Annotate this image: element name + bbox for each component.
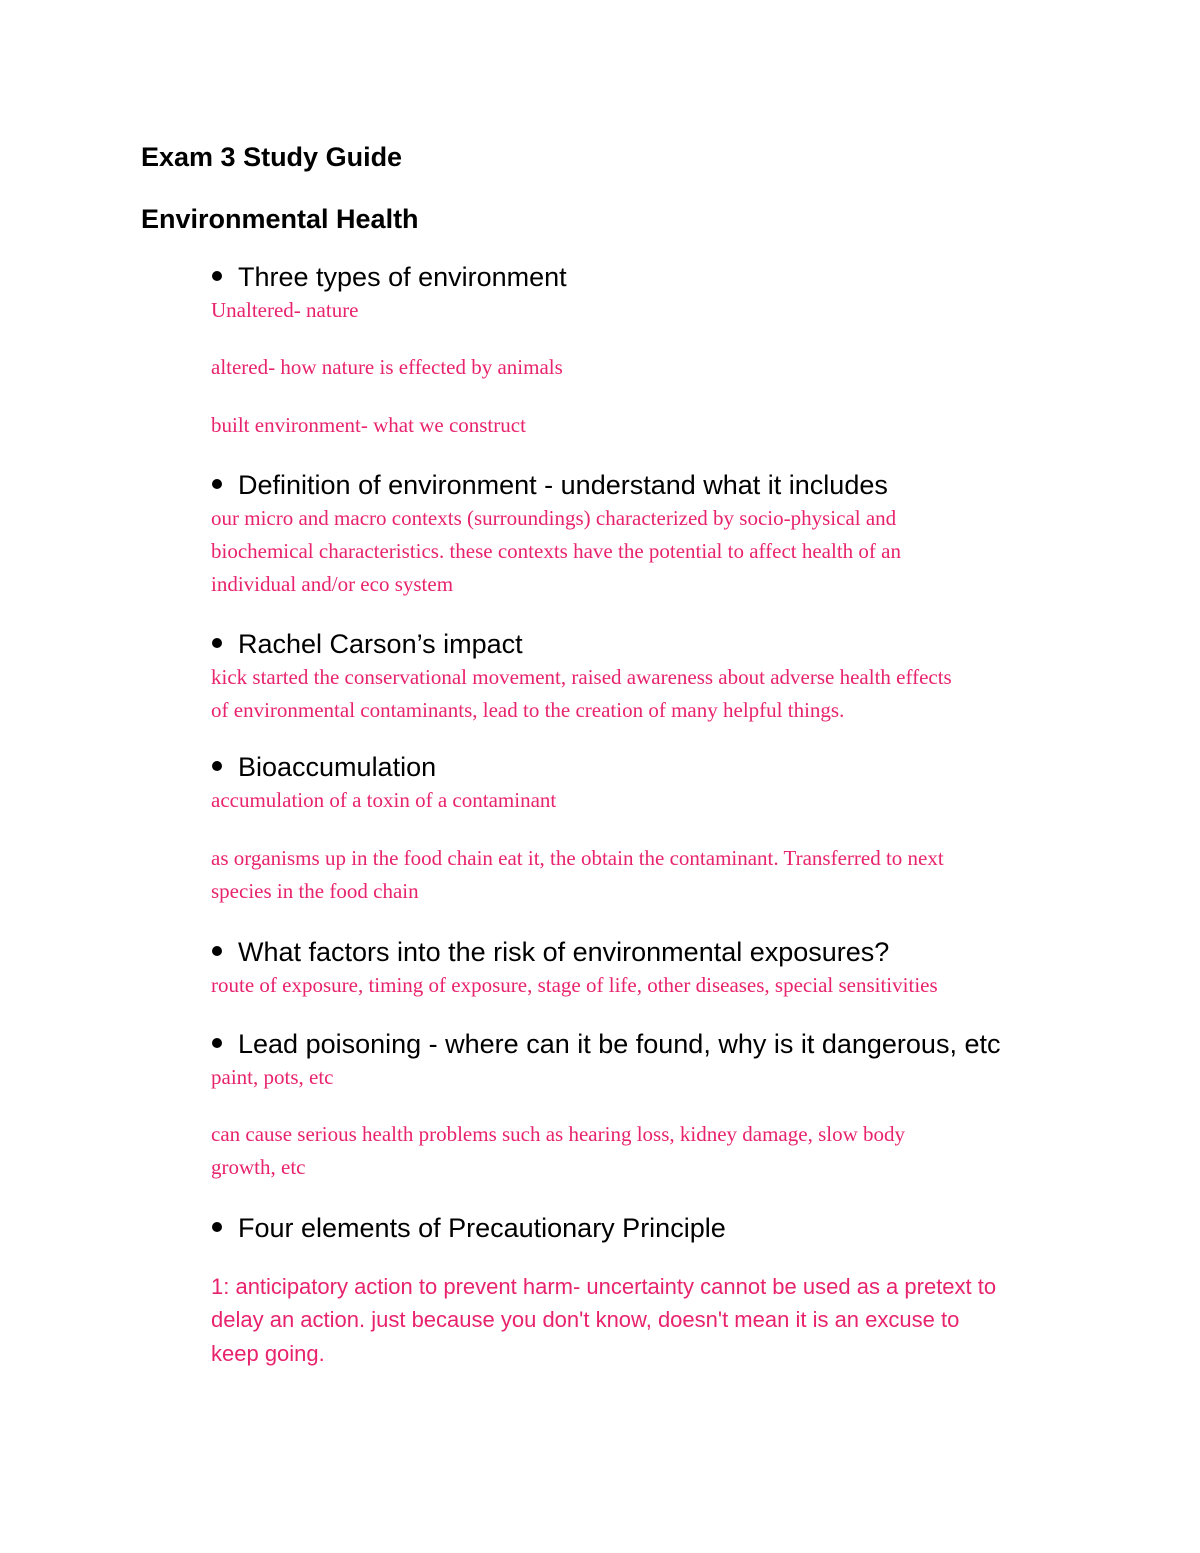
bullet-dot-icon	[212, 271, 222, 281]
bullet-dot-icon	[212, 479, 222, 489]
bullet-heading-text: Four elements of Precautionary Principle	[238, 1213, 726, 1243]
bullet-heading-lead-poisoning	[212, 1029, 1000, 1060]
bullet-dot-icon	[212, 946, 222, 956]
bullet-heading-precautionary-principle	[212, 1213, 726, 1244]
bullet-dot-icon	[212, 638, 222, 648]
note-line: our micro and macro contexts (surroundings) characterized by socio-physical and	[211, 506, 897, 530]
bullet-heading-text: Definition of environment - understand what it includes	[238, 470, 888, 500]
bullet-heading-text: Rachel Carson’s impact	[238, 629, 523, 659]
bullet-heading-text: What factors into the risk of environmental exposures?	[238, 937, 890, 967]
note-line: paint, pots, etc	[211, 1065, 334, 1089]
note-line: 1: anticipatory action to prevent harm- uncertainty cannot be used as a pretext to	[211, 1274, 997, 1299]
bullet-heading-environment-types	[212, 262, 567, 293]
note-line: species in the food chain	[211, 879, 419, 903]
note-line: growth, etc	[211, 1155, 306, 1179]
note-line: biochemical characteristics. these contexts have the potential to affect health of an	[211, 539, 901, 563]
note-line: built environment- what we construct	[211, 413, 526, 437]
note-line: delay an action. just because you don't know, doesn't mean it is an excuse to	[211, 1307, 960, 1332]
note-line: altered- how nature is effected by animals	[211, 355, 563, 379]
note-line: keep going.	[211, 1341, 325, 1366]
bullet-heading-rachel-carson	[212, 629, 523, 660]
note-line: Unaltered- nature	[211, 298, 359, 322]
bullet-heading-bioaccumulation	[212, 752, 436, 783]
document-title: Exam 3 Study Guide	[141, 142, 403, 172]
note-line: can cause serious health problems such as hearing loss, kidney damage, slow body	[211, 1122, 905, 1146]
section-title: Environmental Health	[141, 204, 419, 234]
note-line: individual and/or eco system	[211, 572, 454, 596]
bullet-heading-text: Lead poisoning - where can it be found, why is it dangerous, etc	[238, 1029, 1001, 1059]
note-line: accumulation of a toxin of a contaminant	[211, 788, 557, 812]
bullet-heading-text: Three types of environment	[238, 262, 567, 292]
bullet-dot-icon	[212, 1038, 222, 1048]
note-line: of environmental contaminants, lead to the creation of many helpful things.	[211, 698, 845, 722]
note-line: as organisms up in the food chain eat it, the obtain the contaminant. Transferred to next	[211, 846, 944, 870]
bullet-heading-text: Bioaccumulation	[238, 752, 437, 782]
note-line: kick started the conservational movement, raised awareness about adverse health effects	[211, 665, 952, 689]
bullet-heading-definition	[212, 470, 888, 501]
bullet-dot-icon	[212, 761, 222, 771]
bullet-heading-risk-factors	[212, 937, 889, 968]
note-line: route of exposure, timing of exposure, stage of life, other diseases, special sensitivities	[211, 973, 938, 997]
bullet-dot-icon	[212, 1222, 222, 1232]
